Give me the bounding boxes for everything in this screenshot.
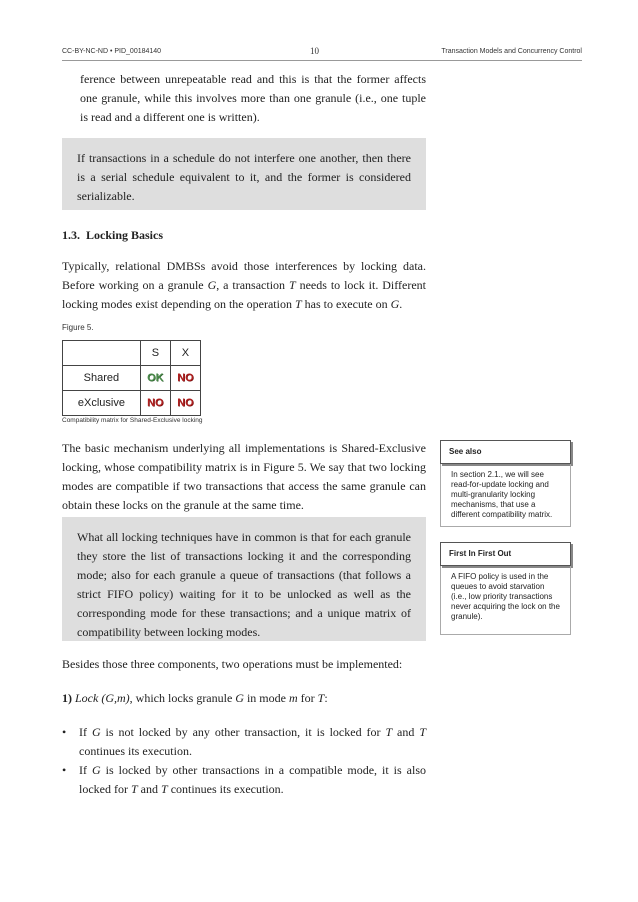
matrix-cell-no: NO xyxy=(140,391,170,416)
operations-paragraph: Besides those three components, two operations must be implemented: xyxy=(62,657,403,671)
var-t: T xyxy=(288,278,296,292)
sidebar-body: A FIFO policy is used in the queues to avoid starvation (i.e., low priority transactions never acquiring the lock on the granule). xyxy=(440,566,571,635)
sidebar-body: In section 2.1., we will see read-for-update locking and multi-granularity locking mechanisms, that use a different compatibility matrix. xyxy=(440,464,571,527)
text-span: Typically, relational DMBSs avoid those interferences by locking data. Before working on a granule xyxy=(62,259,426,292)
var-t: T xyxy=(419,725,427,739)
list-item xyxy=(62,723,426,761)
page-header xyxy=(62,46,582,60)
text-span: for xyxy=(297,691,318,705)
mechanism-paragraph: The basic mechanism underlying all implementations is Shared-Exclusive locking, whose compatibility matrix is in Figure 5. We say that two locking modes are compatible if two transactions that access the same granule can obtain these locks on the granule at the same time. xyxy=(62,441,426,512)
var-t: T xyxy=(161,782,168,796)
matrix-header-row xyxy=(63,341,201,366)
var-g: G xyxy=(91,725,101,739)
header-rule xyxy=(62,60,582,61)
text-span: If xyxy=(79,725,92,739)
var-t: T xyxy=(294,297,302,311)
matrix-row-header: Shared xyxy=(63,366,141,391)
bullet-icon: • xyxy=(62,763,67,777)
text-span: is locked by other transactions in a compatible mode, it is also locked for xyxy=(79,763,426,796)
var-g: G xyxy=(91,763,101,777)
sidebar-fifo xyxy=(440,542,571,635)
text-span: continues its execution. xyxy=(79,744,192,758)
highlight-box-text: What all locking techniques have in common is that for each granule they store the list of transactions locking it and the corresponding mode; also for each granule a queue of transactions (that follows a strict FIFO policy) waiting for it to be unlocked as well as the corresponding mode for these transactions; and a unique matrix of compatibility between locking modes. xyxy=(77,530,411,639)
locking-paragraph xyxy=(62,257,426,314)
matrix-row-exclusive xyxy=(63,391,201,416)
section-number: 1.3. xyxy=(62,228,80,242)
var-t: T xyxy=(385,725,393,739)
var-g: G xyxy=(390,297,400,311)
sidebar-title: See also xyxy=(440,440,571,464)
figure-label: Figure 5. xyxy=(62,323,94,332)
matrix-corner-cell xyxy=(63,341,141,366)
var-g: G xyxy=(207,278,217,292)
highlight-box-locking-techniques xyxy=(62,517,426,641)
var-t: T xyxy=(317,691,325,705)
matrix-cell-no: NO xyxy=(170,391,200,416)
header-license: CC-BY-NC-ND • PID_00184140 xyxy=(62,48,162,55)
bullet-icon: • xyxy=(62,725,67,739)
list-item xyxy=(62,761,426,799)
section-heading xyxy=(62,228,163,243)
sidebar-title: First In First Out xyxy=(440,542,571,566)
matrix-cell-no: NO xyxy=(170,366,200,391)
text-span: . xyxy=(399,297,403,311)
op-name: Lock (G,m) xyxy=(75,691,130,705)
matrix-cell-ok: OK xyxy=(140,366,170,391)
highlight-box-serializability xyxy=(62,138,426,210)
lock-operation xyxy=(62,689,426,708)
sidebar-see-also xyxy=(440,440,571,527)
var-g: G xyxy=(235,691,244,705)
section-title: Locking Basics xyxy=(86,228,164,242)
compatibility-matrix xyxy=(62,340,201,416)
text-span: is not locked by any other transaction, it is locked for xyxy=(100,725,386,739)
text-span: , a transaction xyxy=(216,278,289,292)
var-m: m xyxy=(288,691,298,705)
text-span: continues its execution. xyxy=(167,782,284,796)
text-span: has to execute on xyxy=(301,297,391,311)
var-t: T xyxy=(130,782,138,796)
text-span: If xyxy=(79,763,92,777)
figure-caption: Compatibility matrix for Shared-Exclusive locking xyxy=(62,417,203,424)
page-number: 10 xyxy=(310,46,319,56)
text-span: needs to lock it. Different locking modes exist depending on the operation xyxy=(62,278,426,311)
text-span: and xyxy=(137,782,161,796)
text-span: , which locks granule xyxy=(129,691,236,705)
matrix-row-header: eXclusive xyxy=(63,391,141,416)
highlight-box-text: If transactions in a schedule do not interfere one another, then there is a serial schedule equivalent to it, and the former is considered serializable. xyxy=(77,151,411,203)
text-span: and xyxy=(392,725,420,739)
matrix-col-header: X xyxy=(170,341,200,366)
text-span: : xyxy=(324,691,328,705)
text-span: in mode xyxy=(243,691,289,705)
matrix-col-header: S xyxy=(140,341,170,366)
header-chapter-title: Transaction Models and Concurrency Control xyxy=(441,48,582,55)
matrix-row-shared xyxy=(63,366,201,391)
intro-paragraph: ference between unrepeatable read and this is that the former affects one granule, while this involves more than one granule (i.e., one tuple is read and a different one is written). xyxy=(80,72,426,124)
op-number: 1) xyxy=(62,691,72,705)
lock-rules-list xyxy=(62,723,426,799)
